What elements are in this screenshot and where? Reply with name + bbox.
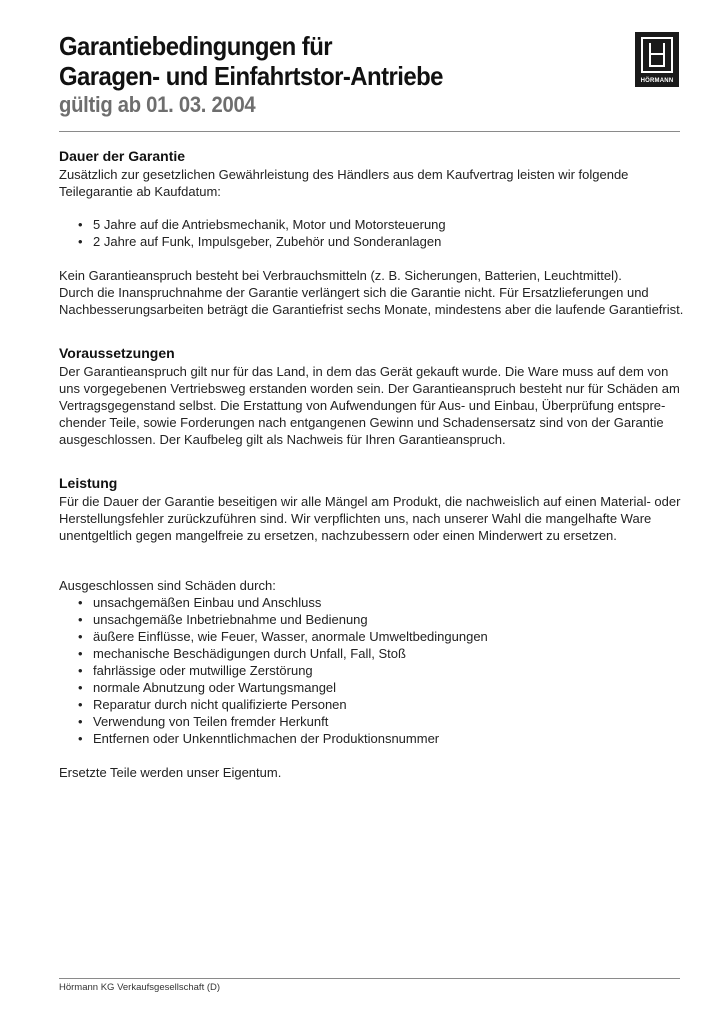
section-leistung: [59, 474, 684, 781]
footer-divider: [59, 978, 680, 979]
warranty-period-list: [59, 216, 684, 250]
hoermann-logo: [635, 32, 679, 87]
paragraph-line: Herstellungsfehler zurückzuführen sind. Wir verpflichten uns, nach unserer Wahl die mangelhafte Ware: [59, 511, 652, 526]
section-heading: Dauer der Garantie: [59, 148, 186, 164]
paragraph-line: Kein Garantieanspruch besteht bei Verbrauchsmitteln (z. B. Sicherungen, Batterien, Leuchtmittel).: [59, 268, 622, 283]
paragraph-line: ausgeschlossen. Der Kaufbeleg gilt als Nachweis für Ihren Garantieanspruch.: [59, 432, 506, 447]
paragraph-line: Der Garantieanspruch gilt nur für das Land, in dem das Gerät gekauft wurde. Die Ware muss auf dem von: [59, 364, 669, 379]
paragraph-line: Durch die Inanspruchnahme der Garantie verlängert sich die Garantie nicht. Für Ersatzlieferungen und: [59, 285, 649, 300]
document-body: [59, 147, 684, 781]
list-item: • 5 Jahre auf die Antriebsmechanik, Motor und Motorsteuerung: [93, 216, 684, 233]
closing-statement: Ersetzte Teile werden unser Eigentum.: [59, 765, 282, 780]
paragraph-line: chender Teile, sowie Forderungen nach entgangenen Gewinn und Schadensersatz sind von der Garantie: [59, 415, 664, 430]
paragraph-line: Vertragsgegenstand selbst. Die Erstattung von Aufwendungen für Aus- und Einbau, Überprüfung entspre-: [59, 398, 666, 413]
section-heading: Leistung: [59, 475, 118, 491]
document-title: [59, 31, 556, 91]
validity-subtitle: gültig ab 01. 03. 2004: [59, 92, 256, 117]
section-heading: Voraussetzungen: [59, 345, 175, 361]
exclusions-list: [59, 594, 684, 747]
list-item: • normale Abnutzung oder Wartungsmangel: [93, 679, 684, 696]
paragraph-line: unentgeltlich gegen mangelfreie zu ersetzen, nachzubessern oder einen Minderwert zu ersetzen.: [59, 528, 617, 543]
title-line-1: Garantiebedingungen für: [59, 31, 333, 61]
paragraph-line: Teilegarantie ab Kaufdatum:: [59, 184, 221, 199]
paragraph-line: Nachbesserungsarbeiten beträgt die Garantiefrist sechs Monate, mindestens aber die laufende Garantiefrist.: [59, 302, 684, 317]
paragraph-line: Zusätzlich zur gesetzlichen Gewährleistung des Händlers aus dem Kaufvertrag leisten wir folgende: [59, 167, 629, 182]
list-item: • mechanische Beschädigungen durch Unfall, Fall, Stoß: [93, 645, 684, 662]
garage-door-icon: [641, 37, 673, 73]
header-divider: [59, 131, 680, 132]
list-item: • unsachgemäßen Einbau und Anschluss: [93, 594, 684, 611]
paragraph-line: uns vorgegebenen Vertriebsweg erstanden worden sein. Der Garantieanspruch besteht nur für Schäden am: [59, 381, 680, 396]
title-line-2: Garagen- und Einfahrtstor-Antriebe: [59, 61, 443, 91]
section-voraussetzungen: [59, 344, 684, 448]
list-item: • Entfernen oder Unkenntlichmachen der Produktionsnummer: [93, 730, 684, 747]
list-item: • äußere Einflüsse, wie Feuer, Wasser, anormale Umweltbedingungen: [93, 628, 684, 645]
logo-brand-text: HÖRMANN: [640, 78, 674, 84]
footer-company: Hörmann KG Verkaufsgesellschaft (D): [59, 982, 221, 993]
list-item: • Reparatur durch nicht qualifizierte Personen: [93, 696, 684, 713]
paragraph-line: Für die Dauer der Garantie beseitigen wir alle Mängel am Produkt, die nachweislich auf einen Material- oder: [59, 494, 681, 509]
list-item: • fahrlässige oder mutwillige Zerstörung: [93, 662, 684, 679]
list-item: • unsachgemäße Inbetriebnahme und Bedienung: [93, 611, 684, 628]
list-item: • 2 Jahre auf Funk, Impulsgeber, Zubehör und Sonderanlagen: [93, 233, 684, 250]
list-item: • Verwendung von Teilen fremder Herkunft: [93, 713, 684, 730]
section-dauer: [59, 147, 684, 318]
exclusions-intro: Ausgeschlossen sind Schäden durch:: [59, 578, 276, 593]
